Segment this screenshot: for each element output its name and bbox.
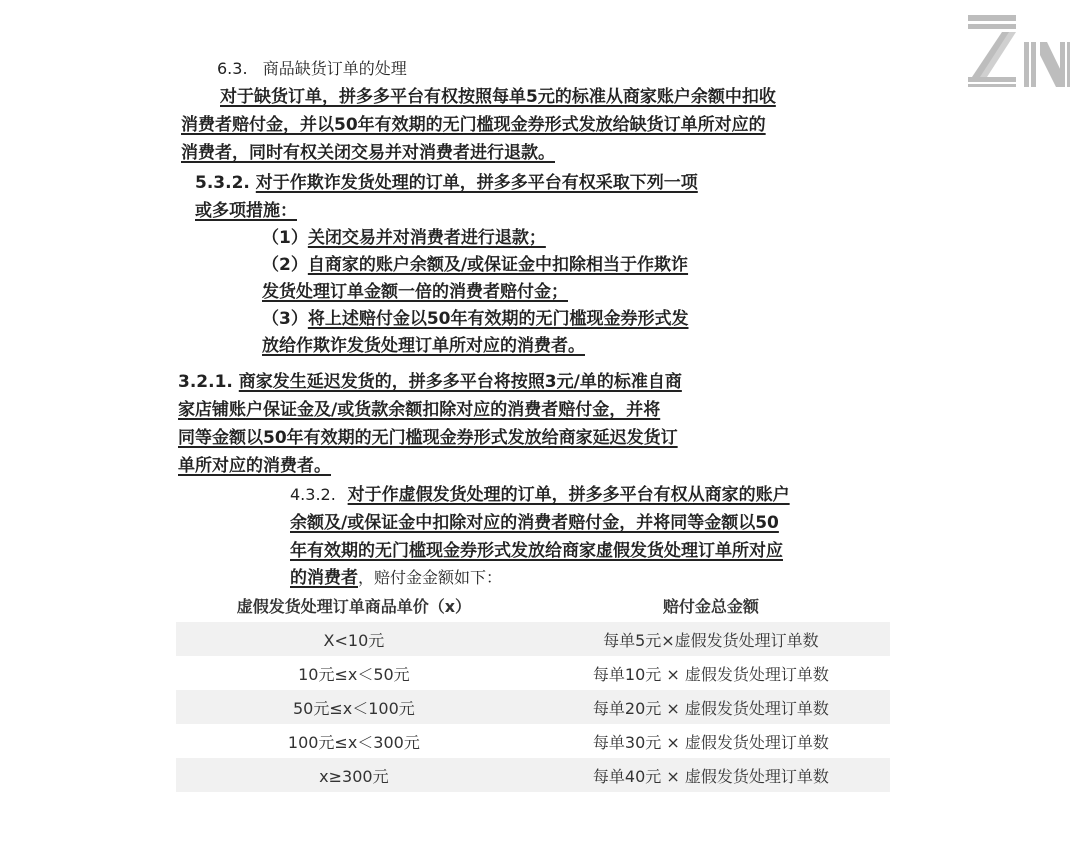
sec532-item-2: （2）自商家的账户余额及/或保证金中扣除相当于作欺诈 — [262, 255, 689, 275]
table-row — [176, 622, 890, 656]
header-amount: 赔付金总金额 — [662, 596, 759, 616]
sec63-line: 对于缺货订单，拼多多平台有权按照每单5元的标准从商家账户余额中扣收 — [220, 87, 776, 107]
sec532-line: 5.3.2. 对于作欺诈发货处理的订单，拼多多平台有权采取下列一项 — [195, 173, 698, 193]
cell-price: 100元≤x＜300元 — [287, 732, 420, 752]
table-row — [176, 724, 890, 758]
sec321-line: 3.2.1. 商家发生延迟发货的，拼多多平台将按照3元/单的标准自商 — [178, 372, 682, 392]
header-price: 虚假发货处理订单商品单价（x） — [236, 596, 472, 616]
cell-amount: 每单5元×虚假发货处理订单数 — [603, 630, 819, 650]
table-header-row — [176, 588, 890, 622]
zn-logo — [968, 15, 1070, 87]
sec532-item-3: （3）将上述赔付金以50年有效期的无门槛现金券形式发 — [262, 309, 689, 329]
compensation-table — [176, 588, 890, 792]
sec63-line: 消费者赔付金，并以50年有效期的无门槛现金券形式发放给缺货订单所对应的 — [181, 115, 766, 135]
table-row — [176, 758, 890, 792]
sec432-line: 年有效期的无门槛现金券形式发放给商家虚假发货处理订单所对应 — [290, 541, 783, 561]
cell-amount: 每单40元 × 虚假发货处理订单数 — [592, 766, 829, 786]
sec532-item-3-cont: 放给作欺诈发货处理订单所对应的消费者。 — [262, 336, 585, 356]
sec432-line: 的消费者，赔付金金额如下： — [290, 568, 503, 588]
cell-price: 10元≤x＜50元 — [298, 664, 410, 684]
cell-amount: 每单10元 × 虚假发货处理订单数 — [592, 664, 829, 684]
table-row — [176, 656, 890, 690]
cell-price: x≥300元 — [319, 766, 389, 786]
section-6-3-heading: 6.3. 商品缺货订单的处理 — [217, 59, 407, 78]
cell-amount: 每单30元 × 虚假发货处理订单数 — [592, 732, 829, 752]
sec532-line: 或多项措施： — [195, 201, 297, 221]
table-row — [176, 690, 890, 724]
sec432-line: 4.3.2. 对于作虚假发货处理的订单，拼多多平台有权从商家的账户 — [290, 485, 790, 505]
sec321-line: 单所对应的消费者。 — [178, 456, 331, 476]
sec321-line: 家店铺账户保证金及/或货款余额扣除对应的消费者赔付金，并将 — [178, 400, 661, 420]
sec432-line: 余额及/或保证金中扣除对应的消费者赔付金，并将同等金额以50 — [290, 513, 779, 533]
sec532-item-1: （1）关闭交易并对消费者进行退款； — [262, 228, 546, 248]
sec63-line: 消费者，同时有权关闭交易并对消费者进行退款。 — [181, 143, 555, 163]
cell-amount: 每单20元 × 虚假发货处理订单数 — [592, 698, 829, 718]
cell-price: X<10元 — [323, 630, 385, 650]
sec321-line: 同等金额以50年有效期的无门槛现金券形式发放给商家延迟发货订 — [178, 428, 678, 448]
sec532-item-2-cont: 发货处理订单金额一倍的消费者赔付金； — [262, 282, 568, 302]
cell-price: 50元≤x＜100元 — [292, 698, 415, 718]
